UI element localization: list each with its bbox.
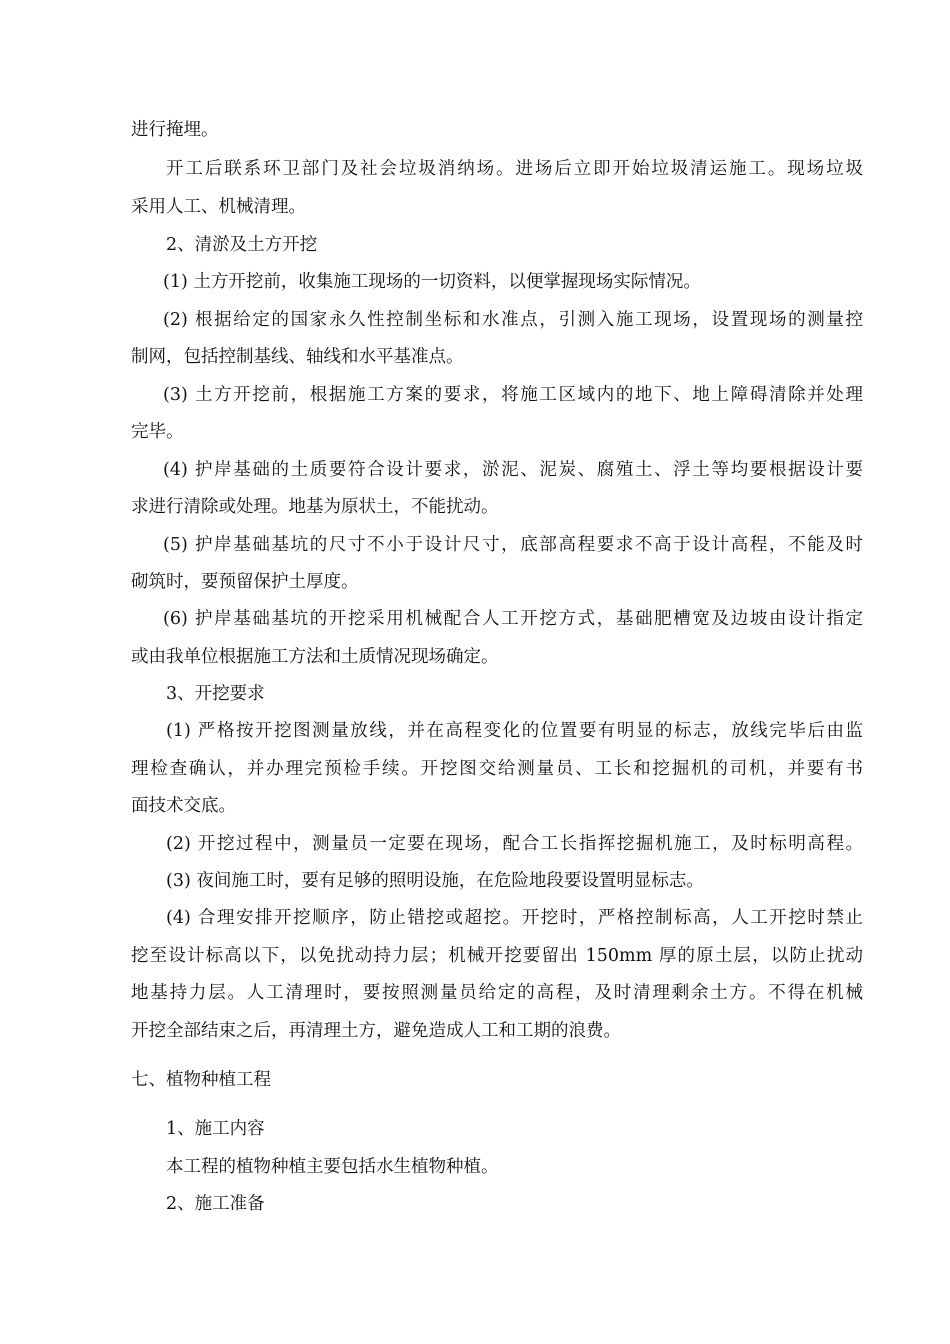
list-item-line: 理检查确认，并办理完预检手续。开挖图交给测量员、工长和挖掘机的司机，并要有书: [131, 759, 863, 779]
section-heading: 3、开挖要求: [166, 684, 265, 704]
list-item-line: 制网，包括控制基线、轴线和水平基准点。: [131, 347, 464, 367]
section-heading: 2、施工准备: [166, 1194, 265, 1214]
list-item-line: (6) 护岸基础基坑的开挖采用机械配合人工开挖方式，基础肥槽宽及边坡由设计指定: [163, 609, 863, 629]
list-item-line: (2) 开挖过程中，测量员一定要在现场，配合工长指挥挖掘机施工，及时标明高程。: [166, 834, 863, 854]
list-item-line: 砌筑时，要预留保护土厚度。: [131, 572, 359, 592]
list-item-line: 求进行清除或处理。地基为原状土，不能扰动。: [131, 497, 499, 517]
list-item-line: (1) 严格按开挖图测量放线，并在高程变化的位置要有明显的标志，放线完毕后由监: [166, 721, 863, 741]
list-item-line: 挖至设计标高以下，以免扰动持力层；机械开挖要留出 150mm 厚的原土层，以防止扰动: [131, 946, 863, 966]
list-item-line: 面技术交底。: [131, 796, 236, 816]
list-item-line: (5) 护岸基础基坑的尺寸不小于设计尺寸，底部高程要求不高于设计高程，不能及时: [163, 535, 863, 555]
section-heading: 2、清淤及土方开挖: [166, 235, 318, 255]
body-text-line: 开工后联系环卫部门及社会垃圾消纳场。进场后立即开始垃圾清运施工。现场垃圾: [166, 159, 863, 179]
list-item-line: 完毕。: [131, 422, 184, 442]
chapter-heading: 七、植物种植工程: [131, 1070, 271, 1090]
body-text-line: 进行掩埋。: [131, 120, 219, 140]
list-item-line: 地基持力层。人工清理时，要按照测量员给定的高程，及时清理剩余土方。不得在机械: [131, 983, 863, 1003]
section-heading: 1、施工内容: [166, 1119, 265, 1139]
list-item-line: 或由我单位根据施工方法和土质情况现场确定。: [131, 647, 499, 667]
body-text-line: 采用人工、机械清理。: [131, 197, 306, 217]
list-item-line: (1) 土方开挖前，收集施工现场的一切资料，以便掌握现场实际情况。: [163, 272, 701, 292]
list-item-line: (4) 合理安排开挖顺序，防止错挖或超挖。开挖时，严格控制标高，人工开挖时禁止: [166, 908, 863, 928]
list-item-line: (3) 土方开挖前，根据施工方案的要求，将施工区域内的地下、地上障碍清除并处理: [163, 385, 863, 405]
list-item-line: (3) 夜间施工时，要有足够的照明设施，在危险地段要设置明显标志。: [166, 871, 704, 891]
list-item-line: 开挖全部结束之后，再清理土方，避免造成人工和工期的浪费。: [131, 1021, 621, 1041]
body-text-line: 本工程的植物种植主要包括水生植物种植。: [166, 1157, 499, 1177]
list-item-line: (4) 护岸基础的土质要符合设计要求，淤泥、泥炭、腐殖土、浮土等均要根据设计要: [163, 460, 863, 480]
list-item-line: (2) 根据给定的国家永久性控制坐标和水准点，引测入施工现场，设置现场的测量控: [163, 310, 863, 330]
